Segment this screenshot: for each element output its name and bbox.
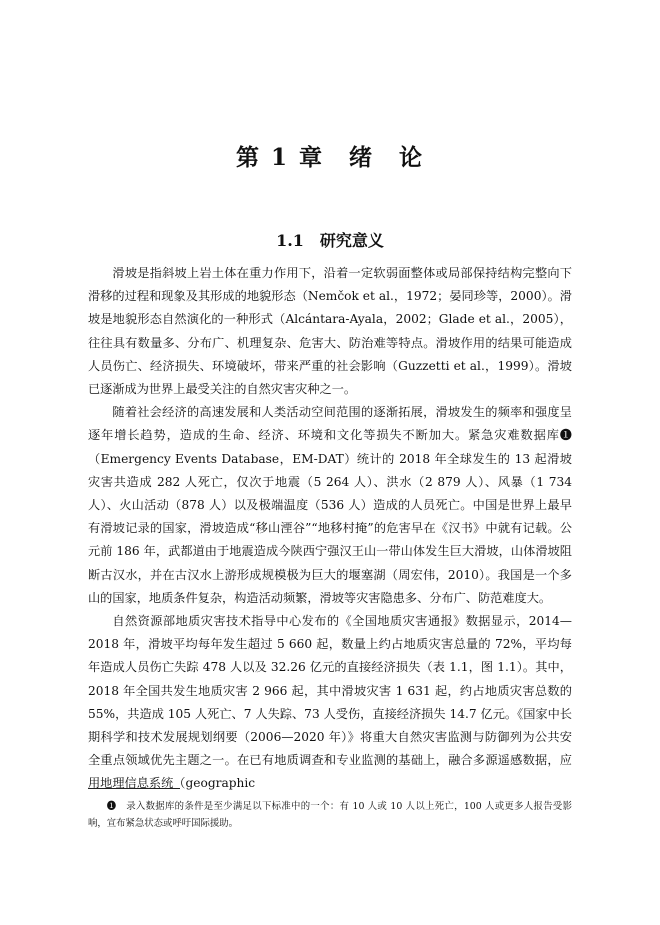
footnote-divider bbox=[88, 788, 180, 789]
chapter-title: 第 1 章 绪 论 bbox=[235, 144, 425, 171]
section-heading bbox=[0, 228, 660, 251]
footnote: ❶ 录入数据库的条件是至少满足以下标准中的一个：有 10 人或 10 人以上死亡，100 人或更多人报告受影响，宣布紧急状态或呼吁国际援助。 bbox=[88, 801, 572, 829]
paragraph-3: 自然资源部地质灾害技术指导中心发布的《全国地质灾害通报》数据显示，2014—2018 年，滑坡平均每年发生超过 5 660 起，数量上约占地质灾害总量的 72%，平均每年造成人员伤亡失踪 478 人以及 32.26 亿元的直接经济损失（表 1.1，图 1.1）。其中，2018 年全国共发生地质灾害 2 966 起，其中滑坡灾害 1 631 起，约占地质灾害总数的 55%，共造成 105 人死亡、7 人失踪、73 人受伤，直接经济损失 14.7 亿元。《国家中长期科学和技术发展规划纲要（2006—2020 年）》将重大自然灾害监测与防御列为公共安全重点领域优先主题之一。在已有地质调查和专业监测的基础上，融合多源遥感数据，应用地理信息系统（geographic bbox=[88, 614, 572, 791]
paragraph-2: 随着社会经济的高速发展和人类活动空间范围的逐渐拓展，滑坡发生的频率和强度呈逐年增长趋势，造成的生命、经济、环境和文化等损失不断加大。紧急灾难数据库❶（Emergency Events Database，EM-DAT）统计的 2018 年全球发生的 13 起滑坡灾害共造成 282 人死亡，仅次于地震（5 264 人）、洪水（2 879 人）、风暴（1 734 人）、火山活动（878 人）以及极端温度（536 人）造成的人员死亡。中国是世界上最早有滑坡记录的国家，滑坡造成“移山湮谷”“地移村掩”的危害早在《汉书》中就有记载。公元前 186 年，武都道由于地震造成今陕西宁强汉王山一带山体发生巨大滑坡，山体滑坡阻断古汉水，并在古汉水上游形成规模极为巨大的堰塞湖（周宏伟，2010）。我国是一个多山的国家，地质条件复杂，构造活动频繁，滑坡等灾害隐患多、分布广、防范难度大。 bbox=[88, 405, 572, 605]
section-number: 1.1 bbox=[276, 231, 304, 250]
section-title: 研究意义 bbox=[319, 231, 384, 250]
paragraph-1: 滑坡是指斜坡上岩土体在重力作用下，沿着一定软弱面整体或局部保持结构完整向下滑移的过程和现象及其形成的地貌形态（Nemčok et al.，1972；晏同珍等，2000）。滑坡是地貌形态自然演化的一种形式（Alcántara-Ayala，2002；Glade et al.，2005），往往具有数量多、分布广、机理复杂、危害大、防治难等特点。滑坡作用的结果可能造成人员伤亡、经济损失、环境破坏，带来严重的社会影响（Guzzetti et al.，1999）。滑坡已逐渐成为世界上最受关注的自然灾害灾种之一。 bbox=[88, 266, 572, 397]
body-text bbox=[88, 262, 572, 796]
